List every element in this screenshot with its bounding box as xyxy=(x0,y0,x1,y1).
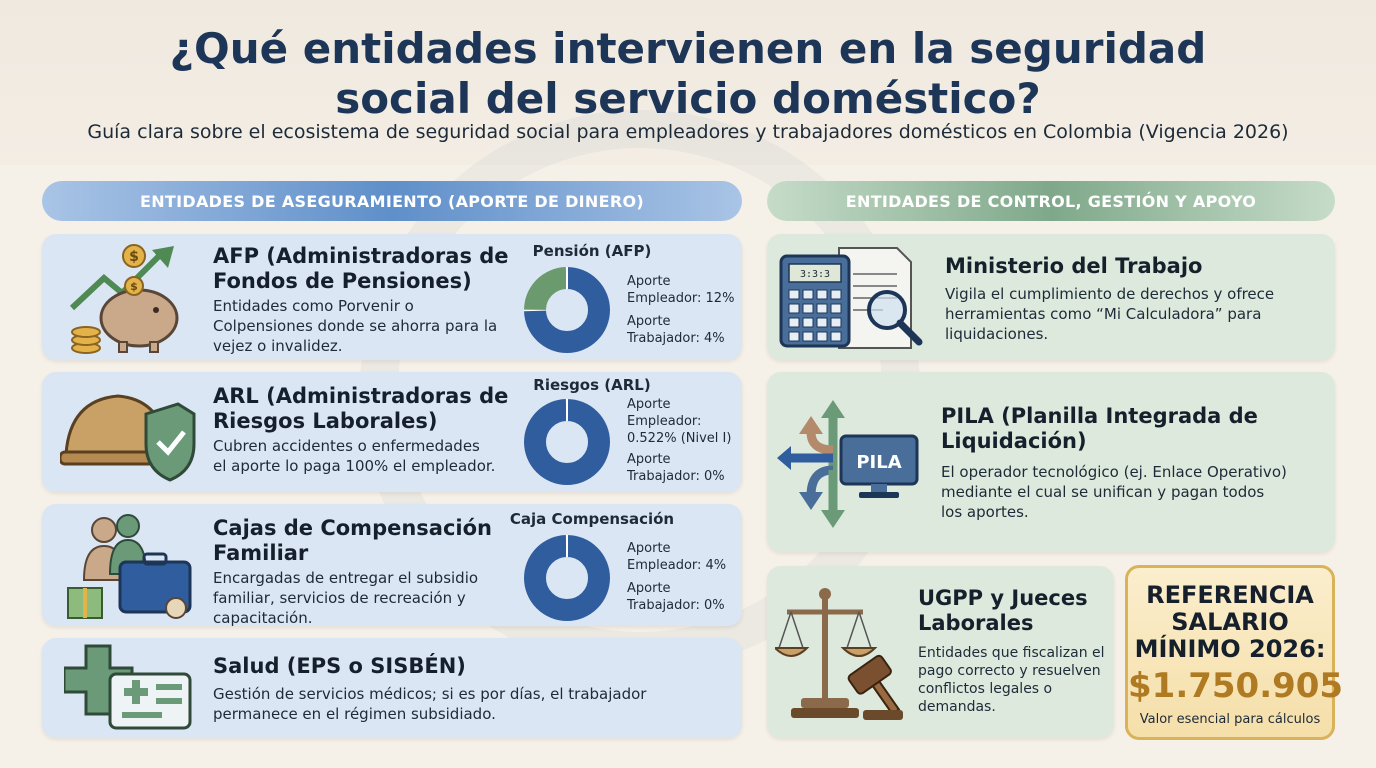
scales-gavel-icon xyxy=(775,584,905,724)
afp-legend xyxy=(627,273,734,347)
salud-title: Salud (EPS o SISBÉN) xyxy=(213,654,466,678)
arl-donut-chart xyxy=(523,398,611,486)
page-title xyxy=(0,24,1376,124)
afp-legend-line-3: Aporte xyxy=(627,314,671,329)
afp-donut-chart xyxy=(523,266,611,354)
reference-line-1: REFERENCIA xyxy=(1146,581,1314,609)
pila-title-line-1: PILA (Planilla Integrada de xyxy=(941,404,1258,428)
svg-text:$: $ xyxy=(130,280,138,293)
ugpp-text-line-3: conflictos legales o xyxy=(918,681,1053,697)
section-header-control: ENTIDADES DE CONTROL, GESTIÓN Y APOYO xyxy=(767,181,1335,221)
salud-text-line-1: Gestión de servicios médicos; si es por días, el trabajador xyxy=(213,685,647,703)
cajas-legend-line-3: Aporte xyxy=(627,581,671,596)
pila-title-line-2: Liquidación) xyxy=(941,429,1087,453)
ministerio-text-line-3: liquidaciones. xyxy=(945,325,1049,343)
arl-text-line-2: el aporte lo paga 100% el empleador. xyxy=(213,457,496,475)
pila-text-line-1: El operador tecnológico (ej. Enlace Operativo) xyxy=(941,463,1287,481)
cajas-text-line-2: familiar, servicios de recreación y xyxy=(213,589,466,607)
cajas-title xyxy=(213,516,492,566)
ugpp-description xyxy=(918,644,1105,716)
cajas-text-line-1: Encargadas de entregar el subsidio xyxy=(213,569,479,587)
afp-title-line-2: Fondos de Pensiones) xyxy=(213,269,472,293)
ministerio-title: Ministerio del Trabajo xyxy=(945,254,1203,278)
reference-note: Valor esencial para cálculos xyxy=(1139,712,1321,727)
calculator-magnifier-icon xyxy=(779,244,929,352)
arl-description xyxy=(213,436,495,476)
afp-legend-line-4: Trabajador: 4% xyxy=(627,331,725,346)
cajas-title-line-2: Familiar xyxy=(213,541,309,565)
ugpp-title xyxy=(918,586,1088,636)
pila-description xyxy=(941,462,1287,522)
card-arl xyxy=(42,372,742,492)
afp-text-line-1: Entidades como Porvenir o xyxy=(213,297,414,315)
card-cajas xyxy=(42,504,742,626)
family-briefcase-icon xyxy=(64,510,204,622)
ugpp-text-line-2: pago correcto y resuelven xyxy=(918,663,1101,679)
cajas-legend-line-1: Aporte xyxy=(627,541,671,556)
ugpp-text-line-4: demandas. xyxy=(918,699,996,715)
ugpp-text-line-1: Entidades que fiscalizan el xyxy=(918,645,1105,661)
arl-text-line-1: Cubren accidentes o enfermedades xyxy=(213,437,480,455)
arl-legend-line-4: Aporte xyxy=(627,452,671,467)
ugpp-title-line-2: Laborales xyxy=(918,611,1034,635)
cajas-donut-chart xyxy=(523,534,611,622)
ugpp-title-line-1: UGPP y Jueces xyxy=(918,586,1088,610)
reference-line-2: SALARIO xyxy=(1171,608,1289,636)
cajas-description xyxy=(213,568,478,628)
card-salud xyxy=(42,638,742,738)
reference-title xyxy=(1128,582,1332,663)
arl-legend-line-3: 0.522% (Nivel I) xyxy=(627,431,732,446)
piggy-bank-icon xyxy=(64,238,194,356)
cajas-chart-title: Caja Compensación xyxy=(509,510,675,528)
arl-chart-title: Riesgos (ARL) xyxy=(533,376,651,394)
pila-arrows-icon xyxy=(777,386,927,536)
card-pila xyxy=(767,372,1335,552)
calculator-display: 3:3:3 xyxy=(799,269,831,280)
afp-text-line-2: Colpensiones donde se ahorra para la xyxy=(213,317,498,335)
helmet-shield-icon xyxy=(60,380,200,486)
afp-text-line-3: vejez o invalidez. xyxy=(213,337,343,355)
health-card-icon xyxy=(64,644,194,734)
title-line-2: social del servicio doméstico? xyxy=(335,74,1041,123)
arl-title-line-2: Riesgos Laborales) xyxy=(213,409,438,433)
afp-description xyxy=(213,296,497,356)
section-header-insurance: ENTIDADES DE ASEGURAMIENTO (APORTE DE DINERO) xyxy=(42,181,742,221)
arl-title xyxy=(213,384,508,434)
cajas-legend-line-4: Trabajador: 0% xyxy=(627,598,725,613)
cajas-legend-line-2: Empleador: 4% xyxy=(627,558,727,573)
pila-title xyxy=(941,404,1258,454)
ministerio-text-line-2: herramientas como “Mi Calculadora” para xyxy=(945,305,1262,323)
salud-text-line-2: permanece en el régimen subsidiado. xyxy=(213,705,496,723)
reference-line-3: MÍNIMO 2026: xyxy=(1134,635,1326,663)
card-ministerio xyxy=(767,234,1335,360)
pila-text-line-3: los aportes. xyxy=(941,503,1029,521)
card-afp xyxy=(42,234,742,360)
pila-icon-label: PILA xyxy=(856,452,902,473)
reference-value: $1.750.905 xyxy=(1128,666,1344,706)
afp-legend-line-2: Empleador: 12% xyxy=(627,291,735,306)
arl-legend xyxy=(627,396,731,485)
card-ugpp xyxy=(767,566,1114,738)
ministerio-text-line-1: Vigila el cumplimiento de derechos y ofrece xyxy=(945,285,1275,303)
afp-title xyxy=(213,244,509,294)
arl-title-line-1: ARL (Administradoras de xyxy=(213,384,509,408)
afp-chart-title: Pensión (AFP) xyxy=(532,242,652,260)
page-subtitle: Guía clara sobre el ecosistema de seguridad social para empleadores y trabajadores domésticos en Colombia (Vigencia 2026) xyxy=(87,121,1289,143)
arl-legend-line-2: Empleador: xyxy=(627,414,702,429)
arl-legend-line-1: Aporte xyxy=(627,397,671,412)
minimum-wage-reference xyxy=(1125,565,1344,740)
cajas-title-line-1: Cajas de Compensación xyxy=(213,516,492,540)
cajas-legend xyxy=(627,540,726,614)
afp-title-line-1: AFP (Administradoras de xyxy=(213,244,509,268)
title-line-1: ¿Qué entidades intervienen en la seguridad xyxy=(169,24,1207,73)
cajas-text-line-3: capacitación. xyxy=(213,609,313,627)
arl-legend-line-5: Trabajador: 0% xyxy=(627,469,725,484)
ministerio-description xyxy=(945,284,1274,344)
svg-text:$: $ xyxy=(129,249,139,265)
afp-legend-line-1: Aporte xyxy=(627,274,671,289)
pila-text-line-2: mediante el cual se unifican y pagan todos xyxy=(941,483,1265,501)
salud-description xyxy=(213,684,646,724)
